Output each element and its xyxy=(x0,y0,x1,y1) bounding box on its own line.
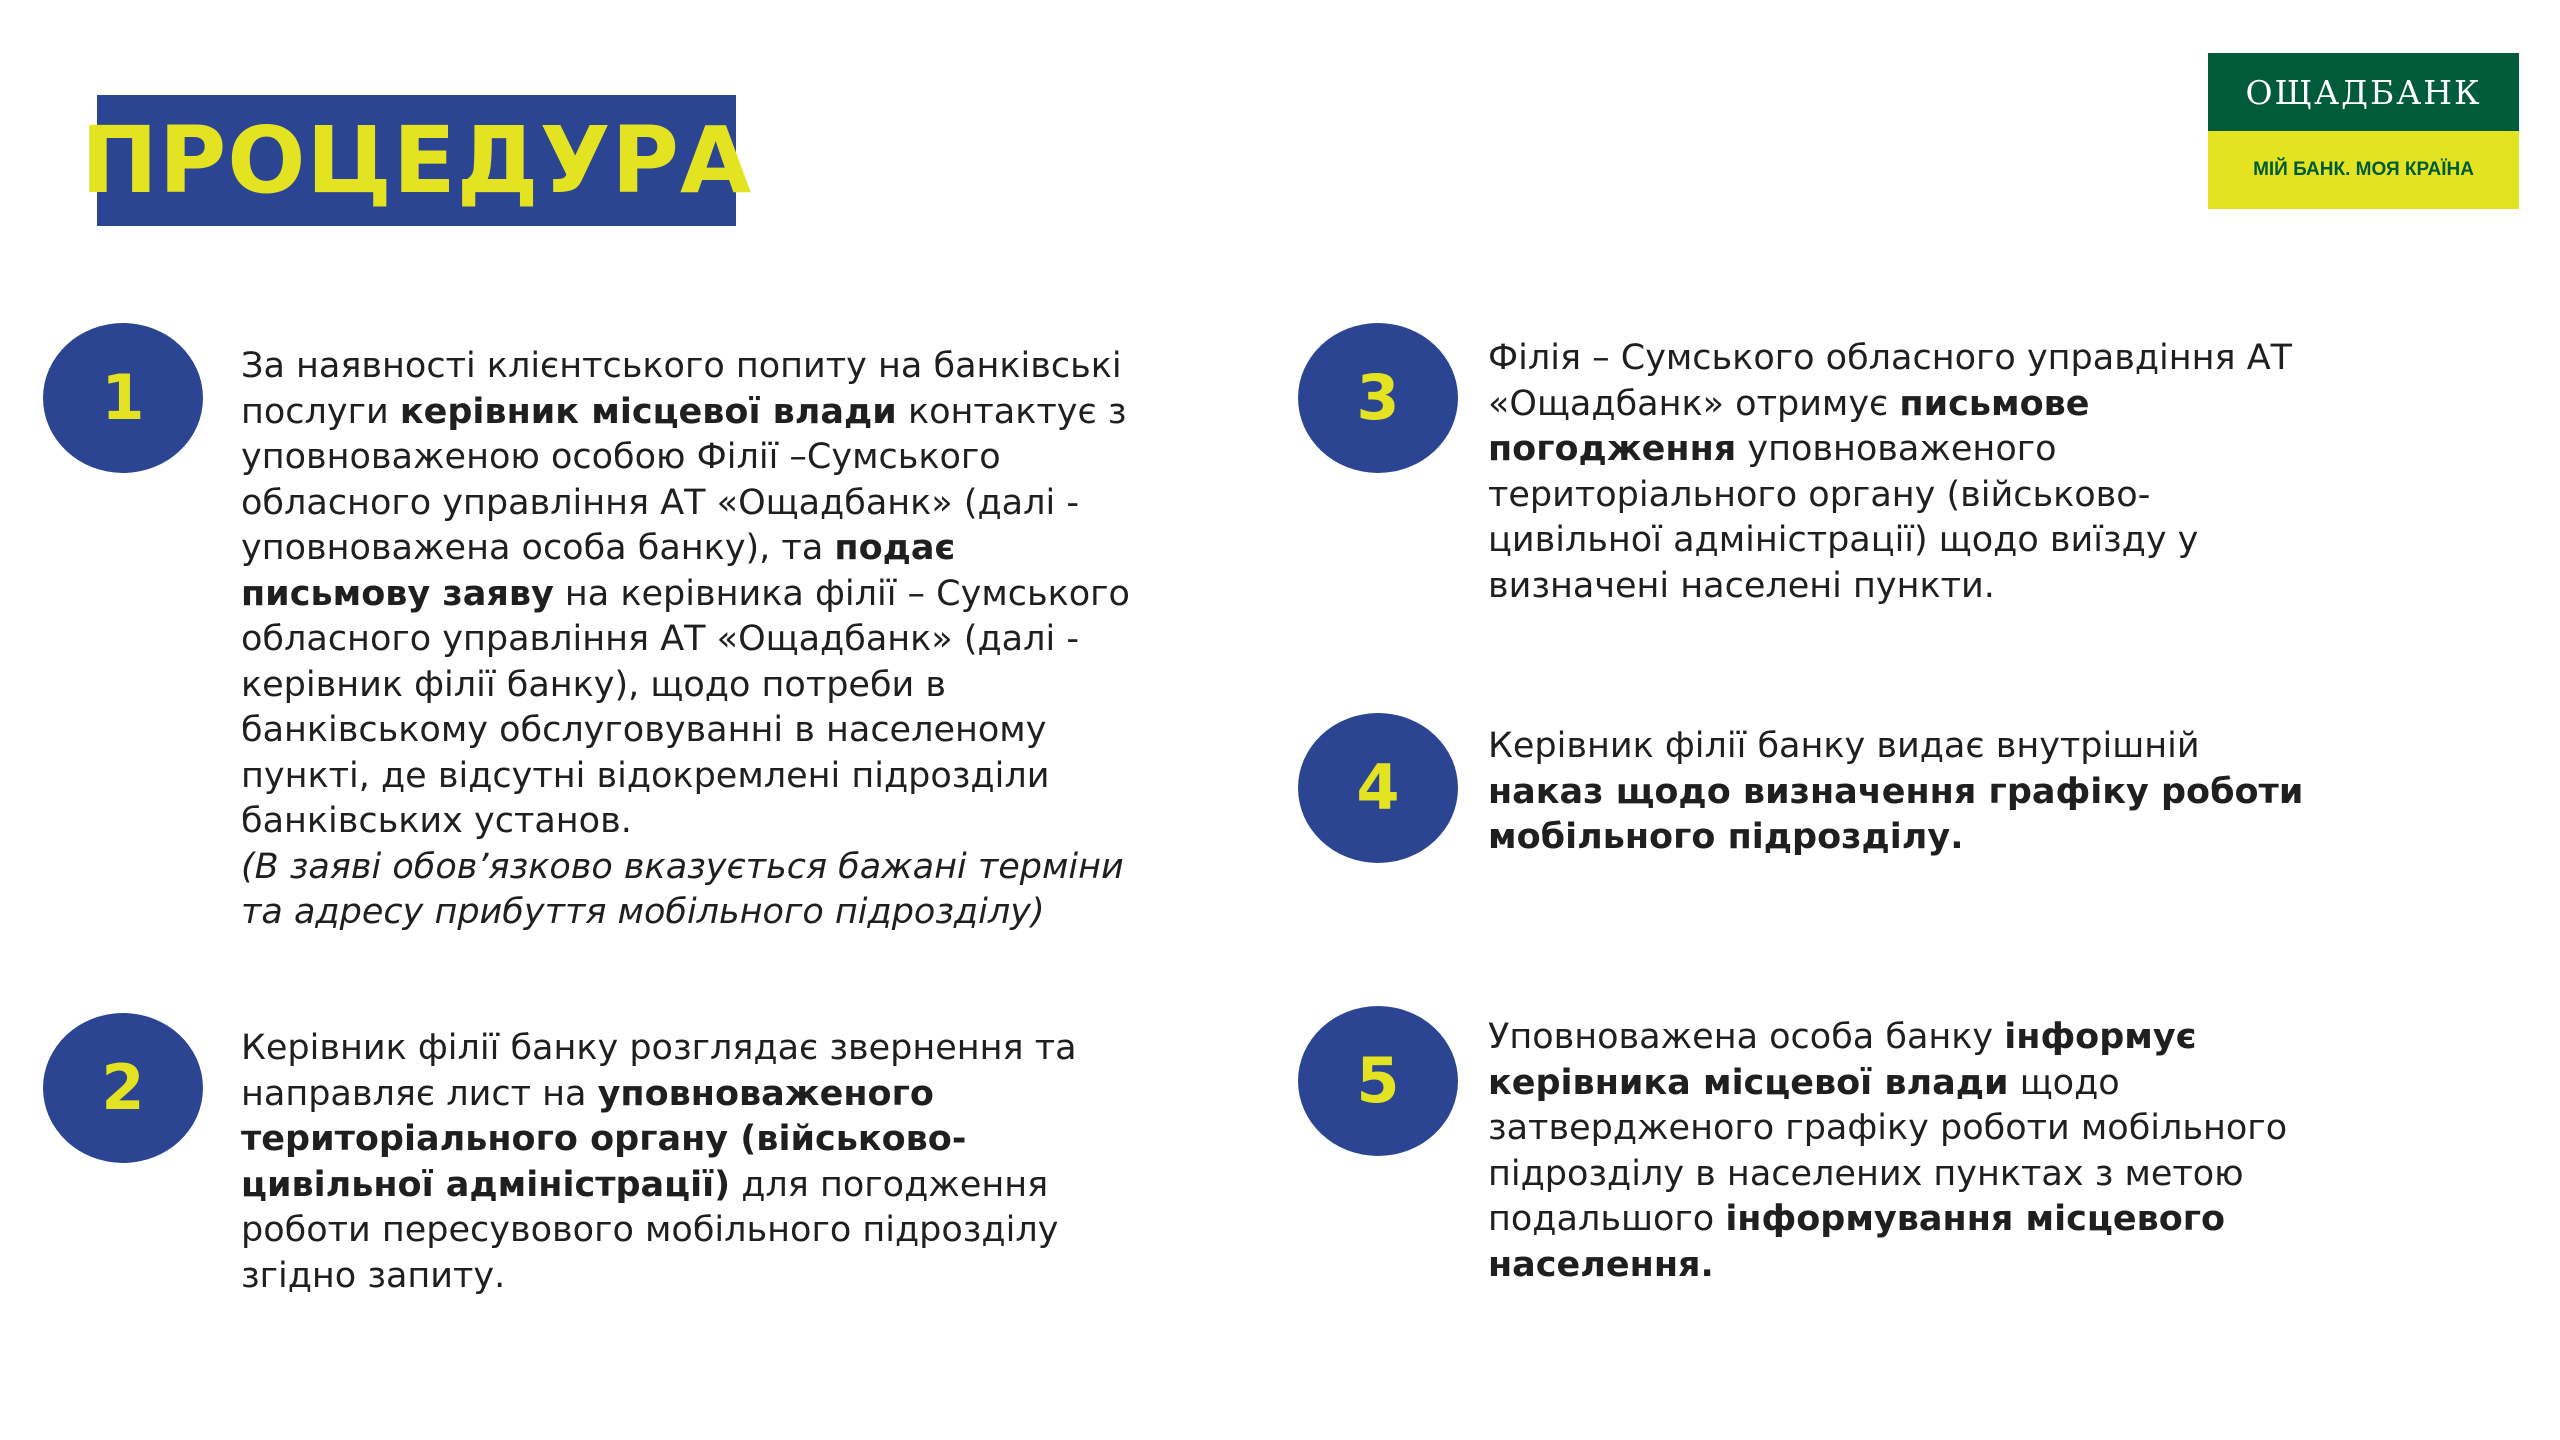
step-text-segment: Керівник філії банку розглядає звернення та направляє лист на xyxy=(241,1028,1077,1114)
step-description xyxy=(1488,1015,2298,1288)
step-number: 4 xyxy=(1356,751,1400,824)
step-text-bold: інформує керівника місцевої влади xyxy=(1488,1017,2197,1103)
step-text-segment: Уповноважена особа банку xyxy=(1488,1017,2005,1057)
step-text-bold: письмове погодження xyxy=(1488,383,2090,469)
page-title: ПРОЦЕДУРА xyxy=(80,106,753,214)
step-text-segment: контактує з уповноваженою особою Філії –Сумського обласного управління АТ «Ощадбанк» (далі - уповноважена особа банку), та xyxy=(241,391,1127,568)
step-description xyxy=(1488,336,2318,609)
step-number: 5 xyxy=(1356,1044,1400,1117)
step-text-bold: інформування місцевого населення. xyxy=(1488,1199,2226,1285)
logo-name: ОЩАДБАНК xyxy=(2245,72,2482,112)
step-text-bold: подає письмову заяву xyxy=(241,528,956,614)
logo-name-band xyxy=(2208,53,2519,131)
step-text-bold: уповноваженого територіального органу (військово-цивільної адміністрації) xyxy=(241,1073,967,1205)
step-text-segment: для погодження роботи пересувового мобільного підрозділу згідно запиту. xyxy=(241,1164,1059,1296)
step-note: (В заяві обов’язково вказується бажані терміни та адресу прибуття мобільного підрозділу) xyxy=(241,846,1124,932)
step-description xyxy=(241,344,1141,936)
step-text-bold: керівник місцевої влади xyxy=(399,391,897,432)
step-text-segment: щодо затвердженого графіку роботи мобільного підрозділу в населених пунктах з метою подальшого xyxy=(1488,1062,2288,1239)
step-description xyxy=(241,1026,1111,1299)
step-number: 3 xyxy=(1356,361,1400,434)
oschadbank-logo xyxy=(2208,53,2519,209)
step-number-badge xyxy=(43,323,203,473)
step-text-segment: уповноваженого територіального органу (військово-цивільної адміністрації) щодо виїзду у визначені населені пункти. xyxy=(1488,429,2199,606)
step-text-segment: За наявності клієнтського попиту на банківські послуги xyxy=(241,346,1122,432)
step-number-badge xyxy=(43,1013,203,1163)
step-text-segment: на керівника філії – Сумського обласного управління АТ «Ощадбанк» (далі - керівник філії банку), щодо потреби в банківському обслуговуванні в населеному пункті, де відсутні відокремлені підрозділи банківських установ. xyxy=(241,573,1130,841)
logo-slogan: МІЙ БАНК. МОЯ КРАЇНА xyxy=(2253,159,2474,180)
step-text-segment: Філія – Сумського обласного управдіння АТ «Ощадбанк» отримує xyxy=(1488,338,2293,424)
step-description xyxy=(1488,724,2318,861)
step-number: 1 xyxy=(101,361,145,434)
step-number-badge xyxy=(1298,1006,1458,1156)
step-number-badge xyxy=(1298,323,1458,473)
page-title-banner xyxy=(80,95,753,226)
step-number-badge xyxy=(1298,713,1458,863)
step-text-segment: Керівник філії банку видає внутрішній xyxy=(1488,726,2200,766)
step-text-bold: наказ щодо визначення графіку роботи мобільного підрозділу. xyxy=(1488,771,2304,857)
step-number: 2 xyxy=(101,1051,145,1124)
logo-slogan-band xyxy=(2208,131,2519,209)
